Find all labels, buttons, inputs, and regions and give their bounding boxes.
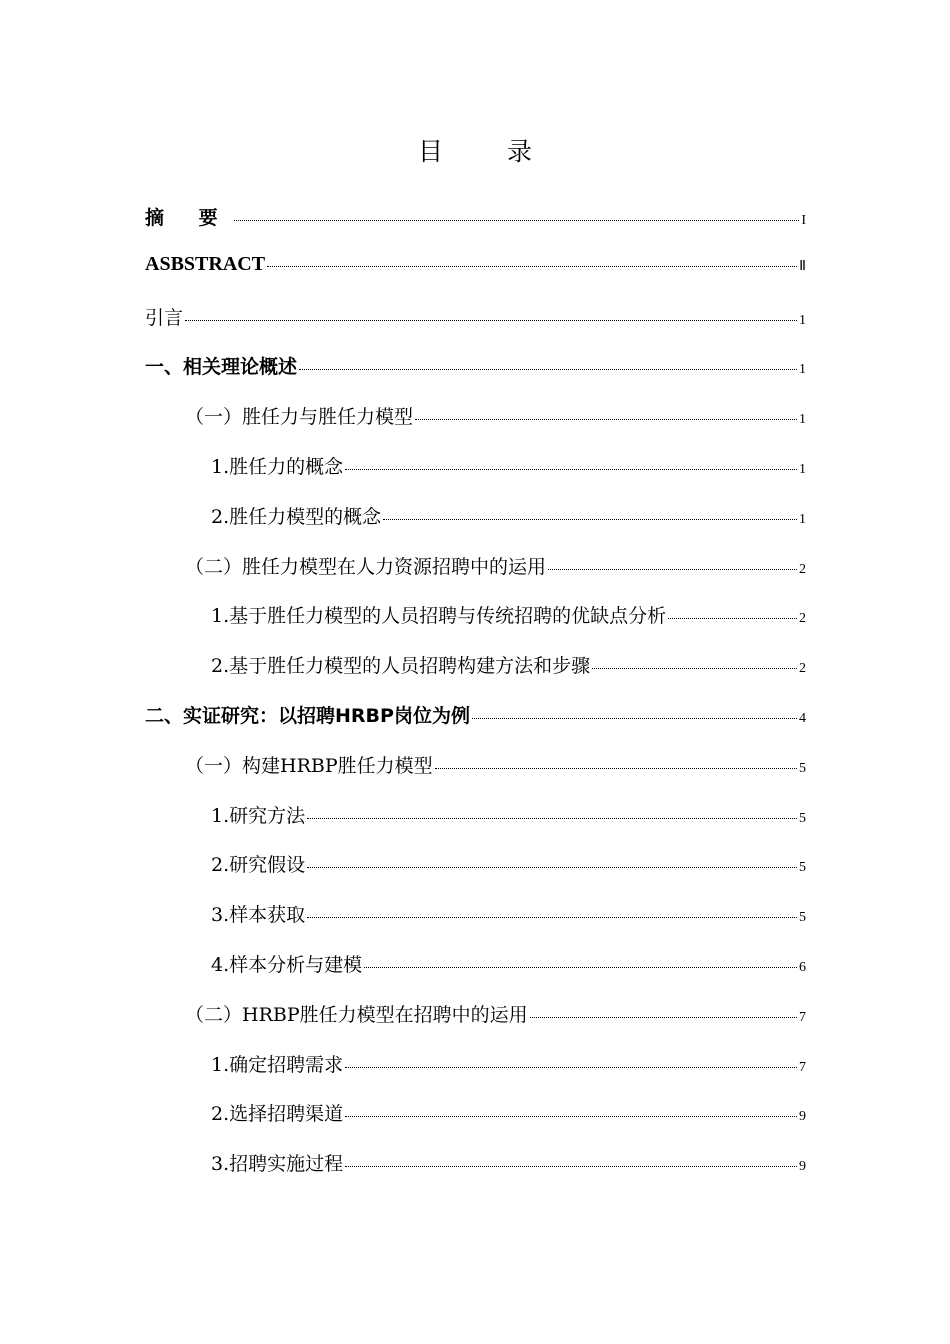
dot-leader <box>592 668 797 669</box>
toc-entry-label: 一、相关理论概述 <box>145 356 298 379</box>
toc-entry-section-2-1[interactable] <box>145 751 806 801</box>
toc-entry-label: 2.基于胜任力模型的人员招聘构建方法和步骤 <box>211 655 591 678</box>
toc-entry-abstract-cn[interactable] <box>145 203 806 253</box>
toc-page-number: 7 <box>799 1059 806 1075</box>
toc-entry-label: 1.研究方法 <box>211 804 306 827</box>
toc-page-number: 2 <box>799 611 806 627</box>
toc-entry-label: 2.胜任力模型的概念 <box>211 505 382 528</box>
toc-entry-label: （一）胜任力与胜任力模型 <box>185 406 414 429</box>
toc-page-number: 1 <box>799 412 806 428</box>
dot-leader <box>435 768 797 769</box>
toc-entry-subsection[interactable] <box>145 452 806 502</box>
toc-entry-subsection[interactable] <box>145 651 806 701</box>
dot-leader <box>472 718 797 719</box>
dot-leader <box>548 569 797 570</box>
toc-entry-label: 3.招聘实施过程 <box>211 1153 344 1176</box>
toc-entry-subsection[interactable] <box>145 1050 806 1100</box>
toc-entry-label: 1.基于胜任力模型的人员招聘与传统招聘的优缺点分析 <box>211 605 667 628</box>
dot-leader <box>364 967 797 968</box>
toc-entry-label: ASBSTRACT <box>145 252 266 275</box>
dot-leader <box>530 1017 797 1018</box>
toc-entry-subsection[interactable] <box>145 502 806 552</box>
dot-leader <box>307 818 797 819</box>
toc-page-number: 5 <box>799 860 806 876</box>
toc-entry-label: 摘 要 <box>145 207 232 229</box>
toc-page-number: 6 <box>799 959 806 975</box>
toc-entry-label: （二）胜任力模型在人力资源招聘中的运用 <box>185 555 547 578</box>
toc-entry-subsection[interactable] <box>145 1149 806 1199</box>
toc-entry-label: 4.样本分析与建模 <box>211 953 363 976</box>
dot-leader <box>415 419 797 420</box>
toc-entry-subsection[interactable] <box>145 900 806 950</box>
dot-leader <box>383 519 797 520</box>
toc-page-number: 1 <box>799 511 806 527</box>
toc-page-number: 9 <box>799 1159 806 1175</box>
table-of-contents <box>145 203 806 1199</box>
toc-page-number: 5 <box>799 910 806 926</box>
toc-entry-label: （一）构建HRBP胜任力模型 <box>185 754 433 777</box>
toc-page-number: 5 <box>799 810 806 826</box>
toc-page-number: 9 <box>799 1109 806 1125</box>
toc-page-number: 7 <box>799 1009 806 1025</box>
dot-leader <box>267 266 797 267</box>
toc-entry-subsection[interactable] <box>145 801 806 851</box>
dot-leader <box>668 618 797 619</box>
toc-entry-label: （二）HRBP胜任力模型在招聘中的运用 <box>185 1003 528 1026</box>
toc-page-number: 2 <box>799 661 806 677</box>
toc-entry-label: 二、实证研究：以招聘HRBP岗位为例 <box>145 704 470 727</box>
toc-page-number: 4 <box>799 710 806 726</box>
toc-entry-section-1-2[interactable] <box>145 552 806 602</box>
dot-leader <box>307 867 797 868</box>
toc-entry-subsection[interactable] <box>145 601 806 651</box>
dot-leader <box>234 220 800 221</box>
toc-entry-label: 1.胜任力的概念 <box>211 455 344 478</box>
toc-entry-label: 3.样本获取 <box>211 904 306 927</box>
toc-entry-subsection[interactable] <box>145 1099 806 1149</box>
toc-page-number: 5 <box>799 760 806 776</box>
dot-leader <box>307 917 797 918</box>
toc-entry-section-1-1[interactable] <box>145 402 806 452</box>
toc-entry-subsection[interactable] <box>145 950 806 1000</box>
toc-entry-label: 1.确定招聘需求 <box>211 1053 344 1076</box>
toc-page-number: 1 <box>799 362 806 378</box>
toc-page-number: Ⅱ <box>799 258 806 274</box>
toc-entry-introduction[interactable] <box>145 303 806 353</box>
toc-page-number: 2 <box>799 561 806 577</box>
toc-entry-label: 2.选择招聘渠道 <box>211 1103 344 1126</box>
toc-entry-section-2-2[interactable] <box>145 1000 806 1050</box>
toc-entry-chapter-1[interactable] <box>145 352 806 402</box>
page-title: 目 录 <box>418 137 560 166</box>
dot-leader <box>185 320 797 321</box>
dot-leader <box>345 1116 797 1117</box>
dot-leader <box>345 469 797 470</box>
dot-leader <box>345 1067 797 1068</box>
dot-leader <box>345 1166 797 1167</box>
toc-page-number: I <box>801 213 806 228</box>
toc-entry-label: 2.研究假设 <box>211 854 306 877</box>
toc-page-number: 1 <box>799 312 806 328</box>
toc-entry-chapter-2[interactable] <box>145 701 806 751</box>
dot-leader <box>299 369 797 370</box>
toc-entry-label: 引言 <box>145 306 184 329</box>
toc-entry-abstract-en[interactable] <box>145 253 806 303</box>
toc-page-number: 1 <box>799 461 806 477</box>
toc-entry-subsection[interactable] <box>145 850 806 900</box>
